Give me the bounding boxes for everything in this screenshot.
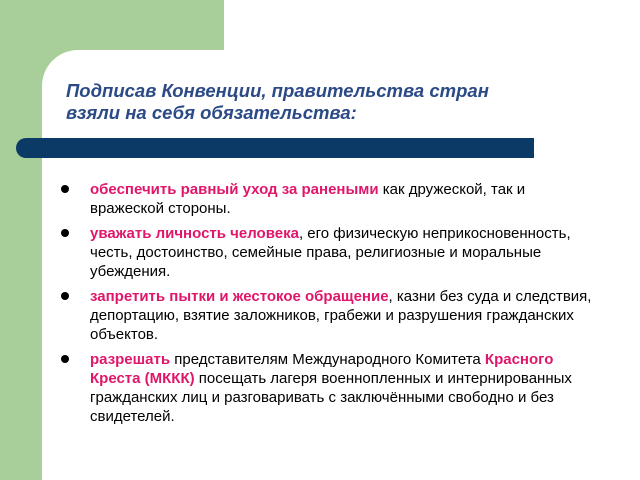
list-item (60, 224, 600, 281)
bullet-text-continued: посещать лагеря военнопленных и интернированных гражданских лиц и разговаривать с заключёнными свободно и без свидетелей. (90, 370, 572, 425)
bullet-highlight-icrc: Красного Креста (МККК) (90, 351, 554, 387)
bullet-text: как дружеской, так и вражеской стороны. (90, 181, 526, 217)
title-divider-bar (16, 138, 534, 158)
list-item (60, 350, 600, 426)
slide-title (66, 80, 606, 124)
obligations-list (60, 180, 600, 432)
bullet-text: , казни без суда и следствия, депортацию, взятие заложников, грабежи и разрушения гражданских объектов. (90, 288, 592, 343)
slide-title-line-2: взяли на себя обязательства: (66, 102, 357, 123)
slide-title-line-1: Подписав Конвенции, правительства стран (66, 80, 489, 101)
list-item (60, 287, 600, 344)
bullet-text: , его физическую неприкосновенность, честь, достоинство, семейные права, религиозные и моральные убеждения. (90, 225, 571, 280)
bullet-highlight: запретить пытки и жестокое обращение (90, 288, 389, 305)
bullet-dot-icon (61, 292, 69, 300)
bullet-highlight: уважать личность человека (90, 225, 299, 242)
bullet-dot-icon (61, 185, 69, 193)
bullet-dot-icon (61, 229, 69, 237)
bullet-highlight: обеспечить равный уход за ранеными (90, 181, 379, 198)
bullet-text: представителям Международного Комитета (170, 351, 485, 368)
bullet-highlight: разрешать (90, 351, 171, 368)
list-item (60, 180, 600, 218)
bullet-dot-icon (61, 355, 69, 363)
